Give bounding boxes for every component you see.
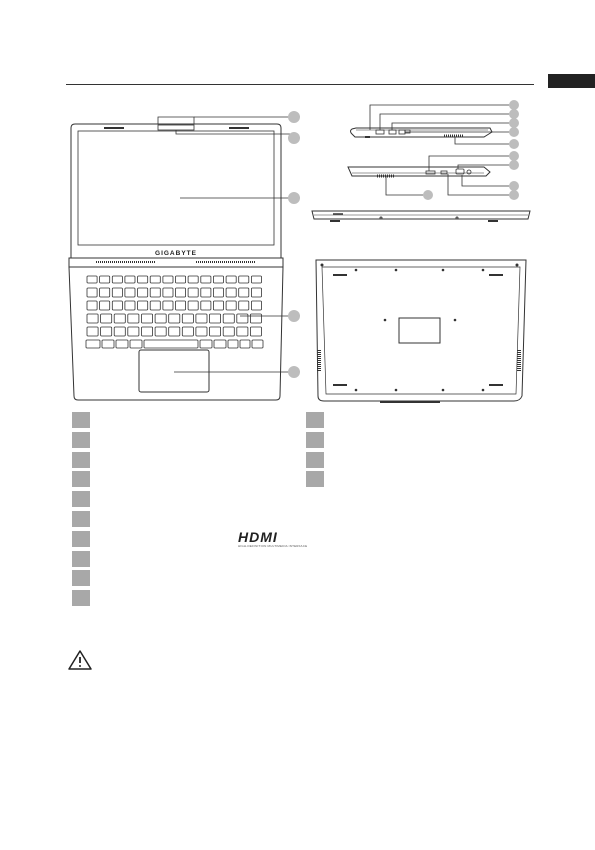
legend-box	[72, 432, 90, 448]
keyboard-key	[102, 340, 114, 348]
laptop-front-view	[312, 211, 530, 221]
keyboard-key	[125, 288, 135, 297]
keyboard-key	[188, 288, 198, 297]
keyboard-key	[251, 288, 261, 297]
keyboard-key	[226, 276, 236, 283]
keyboard-key	[87, 327, 98, 336]
keyboard-key	[101, 314, 112, 323]
keyboard-key	[176, 276, 186, 283]
keyboard-key	[86, 340, 100, 348]
laptop-bottom-view	[316, 260, 526, 402]
legend-box	[72, 590, 90, 606]
keyboard-key	[101, 327, 112, 336]
legend-box	[72, 570, 90, 586]
keyboard-key	[250, 327, 261, 336]
keyboard-spacebar	[144, 340, 198, 348]
keyboard-key	[128, 327, 139, 336]
keyboard-key	[251, 276, 261, 283]
legend-box	[72, 551, 90, 567]
keyboard-key	[226, 288, 236, 297]
keyboard-key	[155, 314, 166, 323]
legend-box	[72, 511, 90, 527]
keyboard-key	[213, 301, 223, 310]
keyboard-key	[150, 301, 160, 310]
keyboard-key	[128, 314, 139, 323]
keyboard-key	[251, 301, 261, 310]
keyboard-key	[226, 301, 236, 310]
legend-box	[72, 491, 90, 507]
keyboard-key	[125, 301, 135, 310]
legend-box	[306, 471, 324, 487]
laptop-side-view-left	[351, 128, 493, 137]
keyboard-key	[182, 327, 193, 336]
laptop-top-view	[69, 124, 283, 400]
keyboard-key	[150, 288, 160, 297]
keyboard-key	[196, 327, 207, 336]
keyboard-key	[87, 276, 97, 283]
keyboard-key	[169, 327, 180, 336]
keyboard-key	[112, 288, 122, 297]
laptop-brand-label: GIGABYTE	[155, 250, 197, 257]
keyboard-key	[228, 340, 238, 348]
keyboard-key	[142, 327, 153, 336]
legend-box	[306, 412, 324, 428]
keyboard-key	[100, 301, 110, 310]
keyboard-key	[252, 340, 263, 348]
keyboard-key	[142, 314, 153, 323]
keyboard-key	[223, 314, 234, 323]
keyboard-key	[163, 301, 173, 310]
callout-markers	[288, 100, 519, 378]
keyboard-key	[155, 327, 166, 336]
keyboard-key	[116, 340, 128, 348]
keyboard-key	[87, 301, 97, 310]
hdmi-logo-tagline: HIGH-DEFINITION MULTIMEDIA INTERFACE	[238, 544, 308, 548]
keyboard-key	[112, 276, 122, 283]
legend-box	[72, 531, 90, 547]
keyboard-key	[250, 314, 261, 323]
keyboard-key	[87, 314, 98, 323]
keyboard-key	[182, 314, 193, 323]
keyboard-key	[239, 301, 249, 310]
hdmi-logo-word: HDMI	[238, 529, 278, 545]
legend-box	[72, 452, 90, 468]
legend-box	[72, 471, 90, 487]
keyboard-key	[223, 327, 234, 336]
keyboard-key	[200, 340, 212, 348]
keyboard-key	[163, 276, 173, 283]
keyboard-key	[125, 276, 135, 283]
keyboard-key	[163, 288, 173, 297]
keyboard-key	[213, 276, 223, 283]
keyboard-key	[188, 301, 198, 310]
legend-box	[306, 452, 324, 468]
hdmi-logo	[238, 529, 308, 550]
keyboard-key	[138, 301, 148, 310]
keyboard-key	[114, 314, 125, 323]
keyboard-key	[130, 340, 142, 348]
keyboard-key	[210, 327, 221, 336]
keyboard-key	[239, 276, 249, 283]
keyboard-key	[201, 276, 211, 283]
keyboard-key	[150, 276, 160, 283]
keyboard-key	[210, 314, 221, 323]
keyboard-key	[201, 288, 211, 297]
keyboard-key	[138, 288, 148, 297]
laptop-side-view-right	[348, 167, 490, 176]
keyboard-key	[100, 288, 110, 297]
keyboard-key	[237, 314, 248, 323]
legend-box	[306, 432, 324, 448]
keyboard-key	[239, 288, 249, 297]
keyboard-key	[196, 314, 207, 323]
keyboard-key	[176, 288, 186, 297]
keyboard-key	[87, 288, 97, 297]
keyboard-key	[169, 314, 180, 323]
keyboard-key	[114, 327, 125, 336]
keyboard-key	[100, 276, 110, 283]
keyboard-key	[188, 276, 198, 283]
warning-icon	[68, 650, 92, 670]
keyboard-key	[112, 301, 122, 310]
bottom-screws	[321, 264, 519, 392]
keyboard-key	[176, 301, 186, 310]
keyboard-key	[201, 301, 211, 310]
keyboard-key	[214, 340, 226, 348]
keyboard-key	[237, 327, 248, 336]
callout-leaders	[158, 105, 512, 372]
keyboard-key	[213, 288, 223, 297]
keyboard-key	[138, 276, 148, 283]
legend-box	[72, 412, 90, 428]
keyboard-key	[240, 340, 250, 348]
